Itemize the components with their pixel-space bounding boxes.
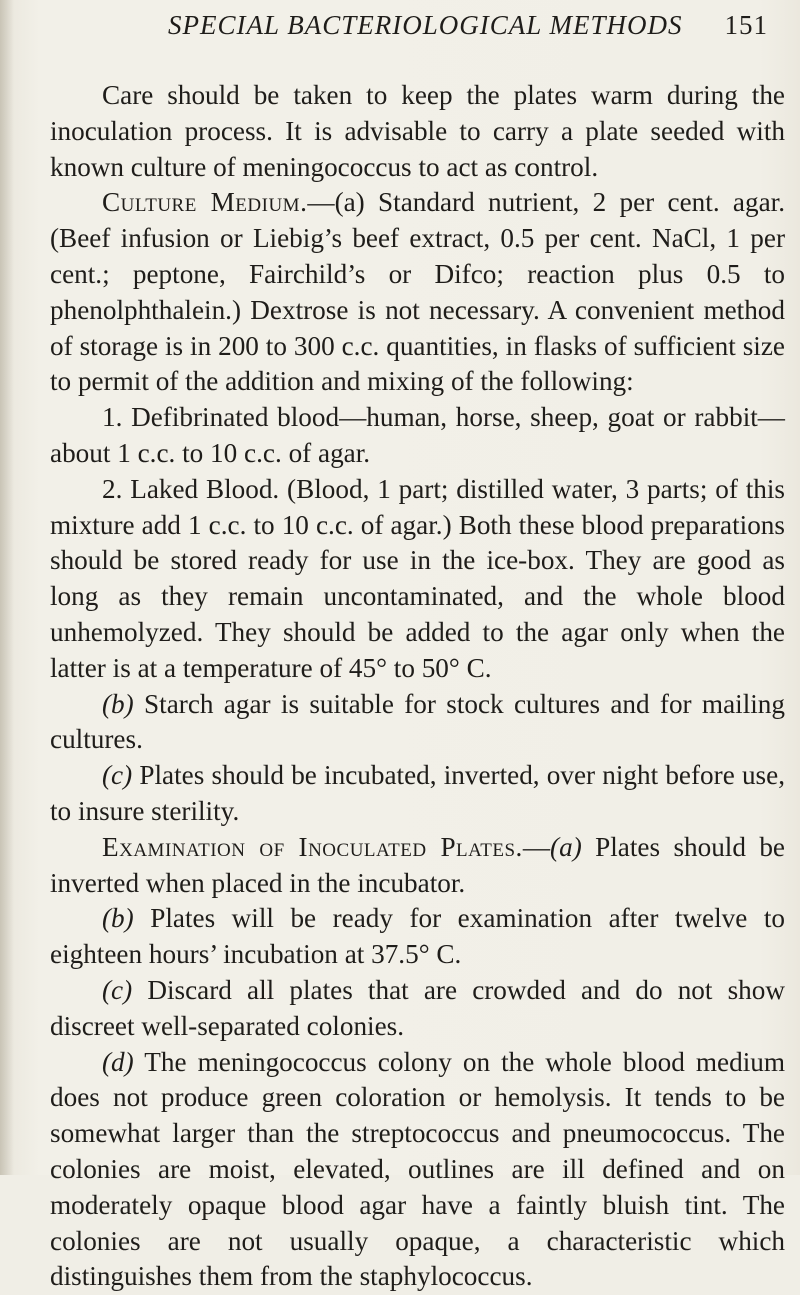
paragraph-text: Starch agar is suitable for stock cultures and for mailing cultures. (50, 688, 785, 755)
item-label: (b) (102, 903, 134, 934)
paragraph-text: The meningococcus colony on the whole blood medium does not produce green coloration or hemolysis. It tends to be somewhat larger than the streptococcus and pneumococcus. The colonies are moist, elevated, outlines are ill defined and on moderately opaque blood agar have a faintly bluish tint. The colonies are not usually opaque, a characteristic which distinguishes them from the staphylococcus. (50, 1046, 785, 1292)
paragraph-incubation (50, 901, 785, 973)
item-label: (a) (550, 831, 582, 862)
paragraph-text: 1. Defibrinated blood—human, horse, sheep, goat or rabbit—about 1 c.c. to 10 c.c. of agar. (50, 402, 785, 468)
paragraph-examination (50, 830, 785, 902)
em-dash: — (522, 831, 551, 862)
body-text (50, 78, 785, 1295)
paragraph-text: Plates should be inverted when placed in the incubator. (50, 831, 785, 898)
paragraph-starch-agar (50, 687, 785, 759)
paragraph-text: 2. Laked Blood. (Blood, 1 part; distilled water, 3 parts; of this mixture add 1 c.c. to 10 c.c. of agar.) Both these blood preparations should be stored ready for use in the ice-box. They are good as long as they remain uncontaminated, and the whole blood unhemolyzed. They should be added to the agar only when the latter is at a temperature of 45° to 50° C. (50, 473, 785, 683)
paragraph-text: Discard all plates that are crowded and do not show discreet well-separated colonies. (50, 974, 785, 1041)
paragraph-text: Plates will be ready for examination after twelve to eighteen hours’ incubation at 37.5° C. (50, 903, 785, 970)
paragraph-text: Plates should be incubated, inverted, over night before use, to insure sterility. (50, 760, 785, 826)
running-head (168, 10, 768, 50)
item-label: (c) (102, 974, 133, 1005)
paragraph-discard (50, 973, 785, 1045)
page-number: 151 (724, 10, 768, 40)
paragraph-text: Care should be taken to keep the plates warm during the inoculation process. It is advisable to carry a plate seeded with known culture of meningococcus to act as control. (50, 80, 785, 182)
paragraph-laked-blood (50, 472, 785, 687)
paragraph-sterility (50, 758, 785, 830)
paragraph-colony-description (50, 1045, 785, 1295)
item-label: (d) (102, 1046, 134, 1077)
item-label: (b) (102, 688, 134, 719)
running-title: SPECIAL BACTERIOLOGICAL METHODS (168, 10, 683, 40)
paragraph-control-plate (50, 78, 785, 185)
paragraph-defibrinated-blood (50, 400, 785, 472)
binding-shadow (0, 0, 14, 1175)
section-heading-culture-medium: Culture Medium. (102, 187, 308, 218)
paragraph-text: —(a) Standard nutrient, 2 per cent. agar. (Beef infusion or Liebig’s beef extract, 0.5 per cent. NaCl, 1 per cent.; peptone, Fairchild’s or Difco; reaction plus 0.5 to phenolphthalein.) Dextrose is not necessary. A convenient method of storage is in 200 to 300 c.c. quantities, in flasks of sufficient size to permit of the addition and mixing of the following: (50, 187, 785, 397)
paragraph-culture-medium (50, 185, 785, 400)
section-heading-examination: Examination of Inoculated Plates. (102, 831, 523, 862)
item-label: (c) (102, 760, 133, 791)
